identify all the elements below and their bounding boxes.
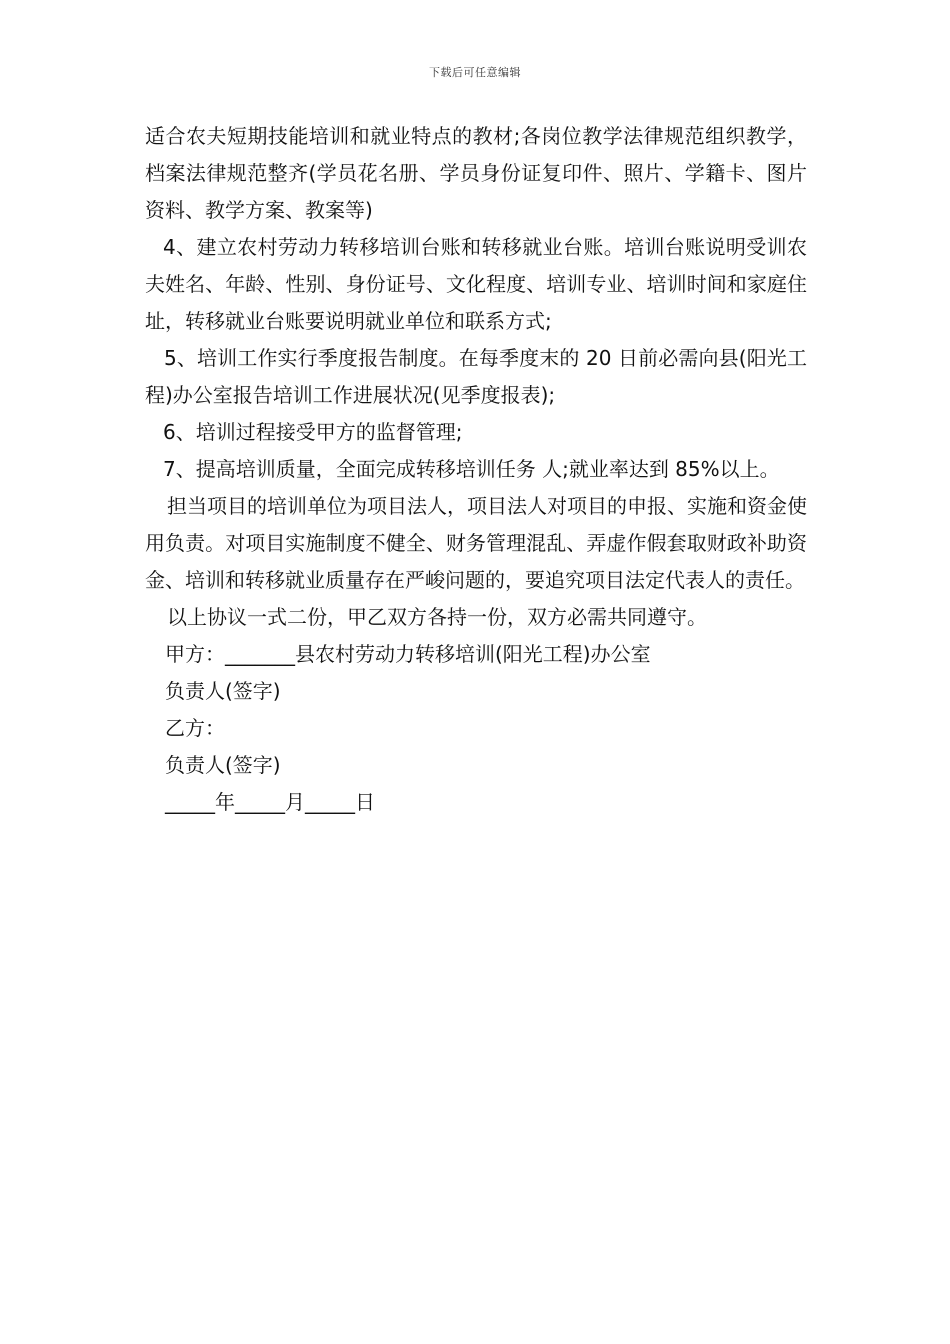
paragraph-item-7-quality: 7、提高培训质量，全面完成转移培训任务 人;就业率达到 85%以上。 [163, 457, 780, 481]
paragraph-item-6-supervision: 6、培训过程接受甲方的监督管理; [163, 420, 463, 444]
party-b-signer: 负责人(签字) [165, 753, 281, 777]
page-header: 下载后可任意编辑 [429, 66, 521, 79]
paragraph-item-4-ledger: 4、建立农村劳动力转移培训台账和转移就业台账。培训台账说明受训农夫姓名、年龄、性别、身份证号、文化程度、培训专业、培训时间和家庭住址，转移就业台账要说明就业单位和联系方式; [145, 235, 807, 333]
paragraph-project-legal-person: 担当项目的培训单位为项目法人，项目法人对项目的申报、实施和资金使用负责。对项目实施制度不健全、财务管理混乱、弄虚作假套取财政补助资金、培训和转移就业质量存在严峻问题的，要追究项目法定代表人的责任。 [145, 494, 807, 592]
party-b-line: 乙方： [165, 716, 225, 740]
date-line: _____年_____月_____日 [165, 790, 375, 814]
paragraph-item-5-reporting: 5、培训工作实行季度报告制度。在每季度末的 20 日前必需向县(阳光工程)办公室报告培训工作进展状况(见季度报表); [145, 346, 807, 407]
party-a-line: 甲方：_______县农村劳动力转移培训(阳光工程)办公室 [165, 642, 651, 666]
paragraph-teaching-materials: 适合农夫短期技能培训和就业特点的教材;各岗位教学法律规范组织教学，档案法律规范整齐(学员花名册、学员身份证复印件、照片、学籍卡、图片资料、教学方案、教案等) [145, 124, 807, 222]
document-body [145, 118, 807, 821]
signature-block [145, 636, 807, 821]
party-a-signer: 负责人(签字) [165, 679, 281, 703]
paragraph-agreement-copies: 以上协议一式二份，甲乙双方各持一份，双方必需共同遵守。 [167, 605, 707, 629]
